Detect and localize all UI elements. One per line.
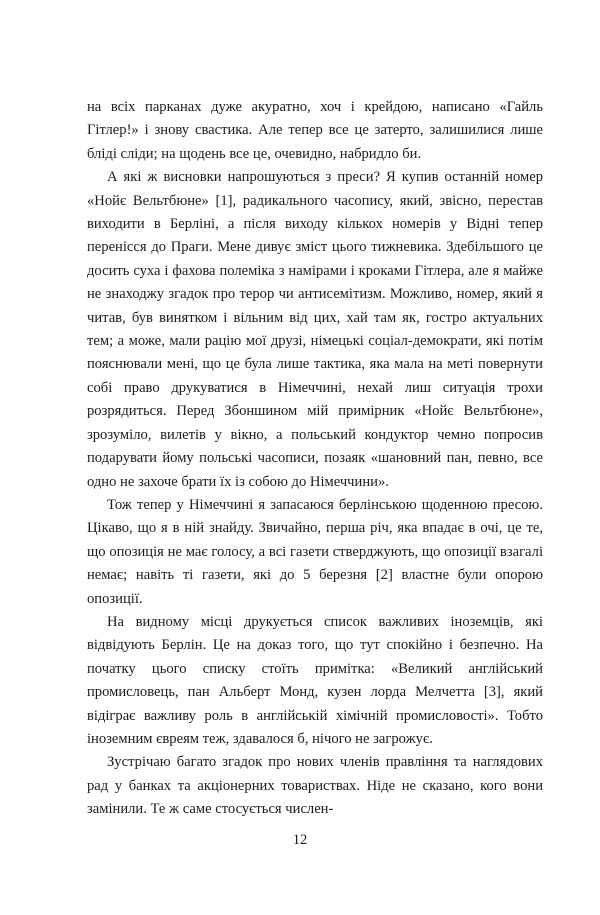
paragraph-1: на всіх парканах дуже акуратно, хоч і крейдою, написано «Гайль Гітлер!» і знову свастика. Але тепер все це затерто, залишилися лише бліді сліди; на щодень все це, очевидно, набридло би. — [87, 99, 543, 162]
paragraph-4: На видному місці друкується список важливих іноземців, які відвідують Берлін. Це на доказ того, що тут спокійно і безпечно. На початку цього списку стоїть примітка: «Великий англійський промисловець, пан Альберт Монд, кузен лорда Мелчетта [3], який відіграє важливу роль в англійській хімічній промисловості». Тобто іноземним євреям теж, здавалося б, нічого не загрожує. — [87, 613, 543, 747]
paragraph-5: Зустрічаю багато згадок про нових членів правління та наглядових рад у банках та акціонерних товариствах. Ніде не сказано, кого вони замінили. Те ж саме стосується числен- — [87, 754, 543, 818]
paragraph-2: А які ж висновки напрошуються з преси? Я купив останній номер «Нойє Вельтбюне» [1], радикального часопису, який, звісно, перестав виходити в Берліні, а після виходу кількох номерів у Відні тепер перенісся до Праги. Мене дивує зміст цього тижневика. Здебільшого це досить суха і фахова полеміка з намірами і кроками Гітлера, але я майже не знаходжу згадок про терор чи антисемітизм. Можливо, номер, який я читав, був винятком і вільним від цих, хай там як, гостро актуальних тем; а може, мали рацію мої друзі, німецькі соціал-демократи, які потім пояснювали мені, що це була лише тактика, яка мала на меті повернути собі право друкуватися в Німеччині, нехай лиш ситуація трохи розрядиться. Перед Збоншином мій примірник «Нойє Вельтбюне», зрозуміло, вилетів у вікно, а польський кондуктор чемно попросив подарувати йому польські часописи, позаяк «шановний пан, певно, все одно не захоче брати їх із собою до Німеччини». — [87, 169, 543, 490]
page-number: 12 — [292, 832, 308, 848]
paragraph-3: Тож тепер у Німеччині я запасаюся берлінською щоденною пресою. Цікаво, що я в ній знайду. Звичайно, перша річ, яка впадає в очі, це те, що опозиція не має голосу, а всі газети стверджують, що опозиції взагалі немає; навіть ті газети, які до 5 березня [2] властне були опорою опозиції. — [87, 496, 543, 607]
page-body-text — [87, 96, 543, 822]
